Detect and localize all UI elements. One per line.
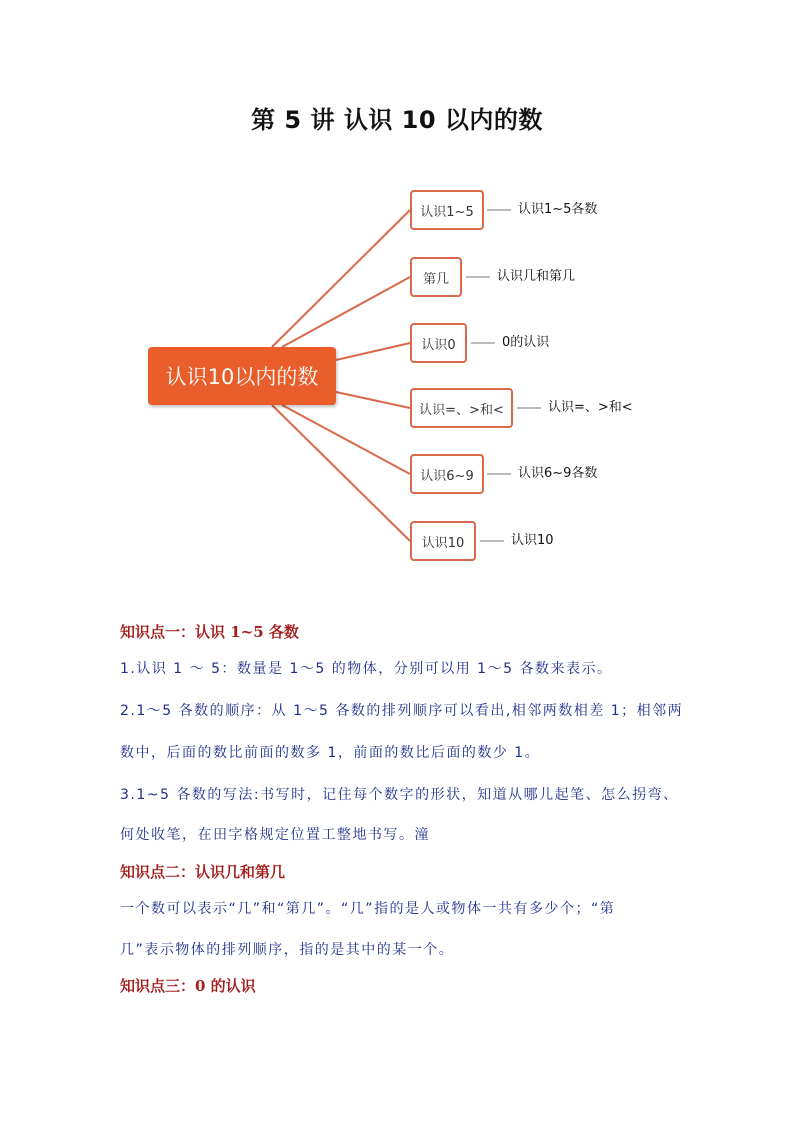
connector-5: [282, 405, 410, 474]
mindmap-node-1: 认识1~5: [410, 190, 484, 230]
mindmap-node-6: 认识10: [410, 521, 476, 561]
paragraph-line: 3.1~5 各数的写法:书写时，记住每个数字的形状，知道从哪儿起笔、怎么拐弯、: [120, 787, 679, 803]
paragraph-line: 一个数可以表示“几”和“第几”。“几”指的是人或物体一共有多少个；“第: [120, 901, 616, 917]
section-heading-2: 知识点二：认识几和第几: [120, 863, 286, 881]
mindmap-leaf-1: 认识1~5各数: [518, 202, 598, 217]
mindmap-node-3: 认识0: [410, 323, 467, 363]
mindmap-node-4: 认识=、>和<: [410, 388, 513, 428]
mindmap-leaf-3: 0的认识: [502, 335, 550, 350]
paragraph-line: 1.认识 1 ～ 5：数量是 1～5 的物体，分别可以用 1～5 各数来表示。: [120, 661, 613, 677]
mindmap-node-5: 认识6~9: [410, 454, 484, 494]
paragraph-line: 何处收笔，在田字格规定位置工整地书写。潼: [120, 827, 430, 843]
page-title: 第 5 讲 认识 10 以内的数: [251, 106, 543, 134]
paragraph-line: 数中，后面的数比前面的数多 1，前面的数比后面的数少 1。: [120, 745, 541, 761]
connector-4: [336, 392, 410, 408]
connector-1: [272, 210, 410, 347]
mindmap-leaf-2: 认识几和第几: [497, 269, 576, 284]
mindmap-leaf-5: 认识6~9各数: [518, 466, 598, 481]
paragraph-line: 2.1～5 各数的顺序：从 1～5 各数的排列顺序可以看出,相邻两数相差 1；相邻两: [120, 703, 684, 719]
mindmap-leaf-4: 认识=、>和<: [548, 400, 633, 415]
connector-3: [336, 343, 410, 360]
connector-2: [282, 277, 410, 347]
paragraph-line: 几”表示物体的排列顺序，指的是其中的某一个。: [120, 942, 455, 958]
mindmap-leaf-6: 认识10: [511, 533, 554, 548]
section-heading-3: 知识点三：0 的认识: [120, 977, 256, 995]
mindmap-central-node: 认识10以内的数: [148, 347, 336, 405]
connector-6: [272, 405, 410, 541]
mindmap-node-2: 第几: [410, 257, 462, 297]
section-heading-1: 知识点一：认识 1~5 各数: [120, 623, 299, 641]
